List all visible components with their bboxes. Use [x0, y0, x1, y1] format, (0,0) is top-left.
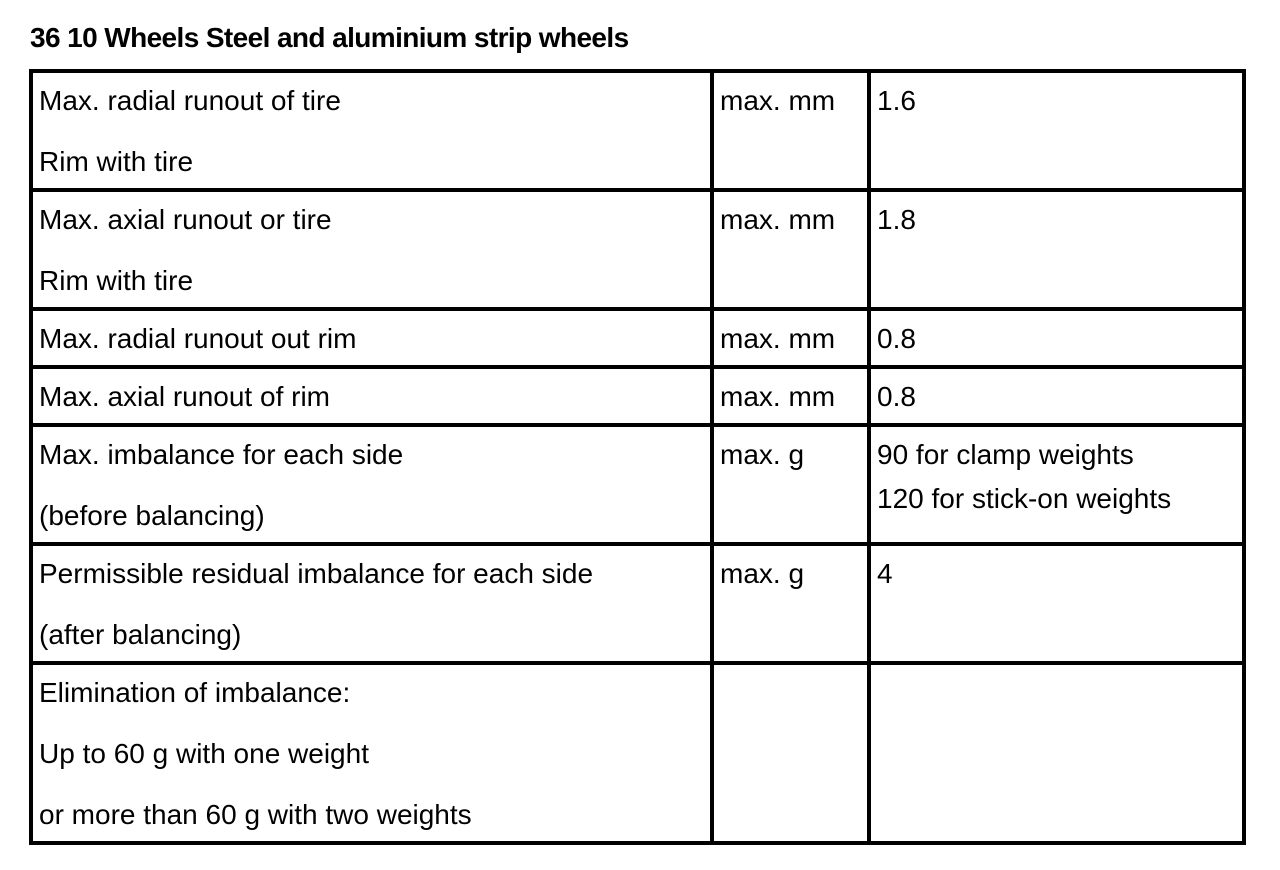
unit-cell — [712, 190, 869, 309]
unit-cell — [712, 367, 869, 425]
table-row — [31, 71, 1244, 190]
table-row — [31, 190, 1244, 309]
table-row — [31, 367, 1244, 425]
description-cell — [31, 367, 712, 425]
value-cell — [869, 309, 1244, 367]
unit-text: max. mm — [720, 204, 836, 235]
unit-text: max. mm — [720, 381, 836, 412]
description-line: Permissible residual imbalance for each side — [39, 558, 594, 589]
value-text: 90 for clamp weights — [877, 439, 1134, 470]
value-cell — [869, 544, 1244, 663]
value-text: 0.8 — [877, 381, 916, 412]
description-line: Elimination of imbalance: — [39, 677, 351, 708]
description-cell — [31, 309, 712, 367]
value-cell — [869, 367, 1244, 425]
description-line: Up to 60 g with one weight — [39, 738, 369, 769]
description-line: Max. radial runout of tire — [39, 85, 341, 116]
document-title: 36 10 Wheels Steel and aluminium strip wheels — [30, 22, 629, 53]
unit-text: max. mm — [720, 323, 836, 354]
description-cell — [31, 425, 712, 544]
unit-cell — [712, 663, 869, 843]
value-cell — [869, 425, 1244, 544]
table-row — [31, 309, 1244, 367]
value-text: 1.6 — [877, 85, 916, 116]
description-line: Max. radial runout out rim — [39, 323, 357, 354]
table-row — [31, 425, 1244, 544]
unit-cell — [712, 544, 869, 663]
unit-text: max. mm — [720, 85, 836, 116]
unit-cell — [712, 309, 869, 367]
description-line: Rim with tire — [39, 146, 194, 177]
value-text: 4 — [877, 558, 893, 589]
value-cell — [869, 190, 1244, 309]
unit-text: max. g — [720, 558, 805, 589]
unit-text: max. g — [720, 439, 805, 470]
description-cell — [31, 71, 712, 190]
wheel-spec-table — [29, 69, 1246, 845]
table-row — [31, 544, 1244, 663]
value-text: 120 for stick-on weights — [877, 483, 1172, 514]
value-text: 1.8 — [877, 204, 916, 235]
description-line: (after balancing) — [39, 619, 242, 650]
table-row — [31, 663, 1244, 843]
description-line: Max. imbalance for each side — [39, 439, 404, 470]
description-cell — [31, 544, 712, 663]
description-line: or more than 60 g with two weights — [39, 799, 472, 830]
description-line: Rim with tire — [39, 265, 194, 296]
value-cell — [869, 71, 1244, 190]
description-cell — [31, 190, 712, 309]
description-line: (before balancing) — [39, 500, 265, 531]
description-cell — [31, 663, 712, 843]
description-line: Max. axial runout or tire — [39, 204, 332, 235]
value-cell — [869, 663, 1244, 843]
description-line: Max. axial runout of rim — [39, 381, 330, 412]
unit-cell — [712, 71, 869, 190]
value-text: 0.8 — [877, 323, 916, 354]
unit-cell — [712, 425, 869, 544]
